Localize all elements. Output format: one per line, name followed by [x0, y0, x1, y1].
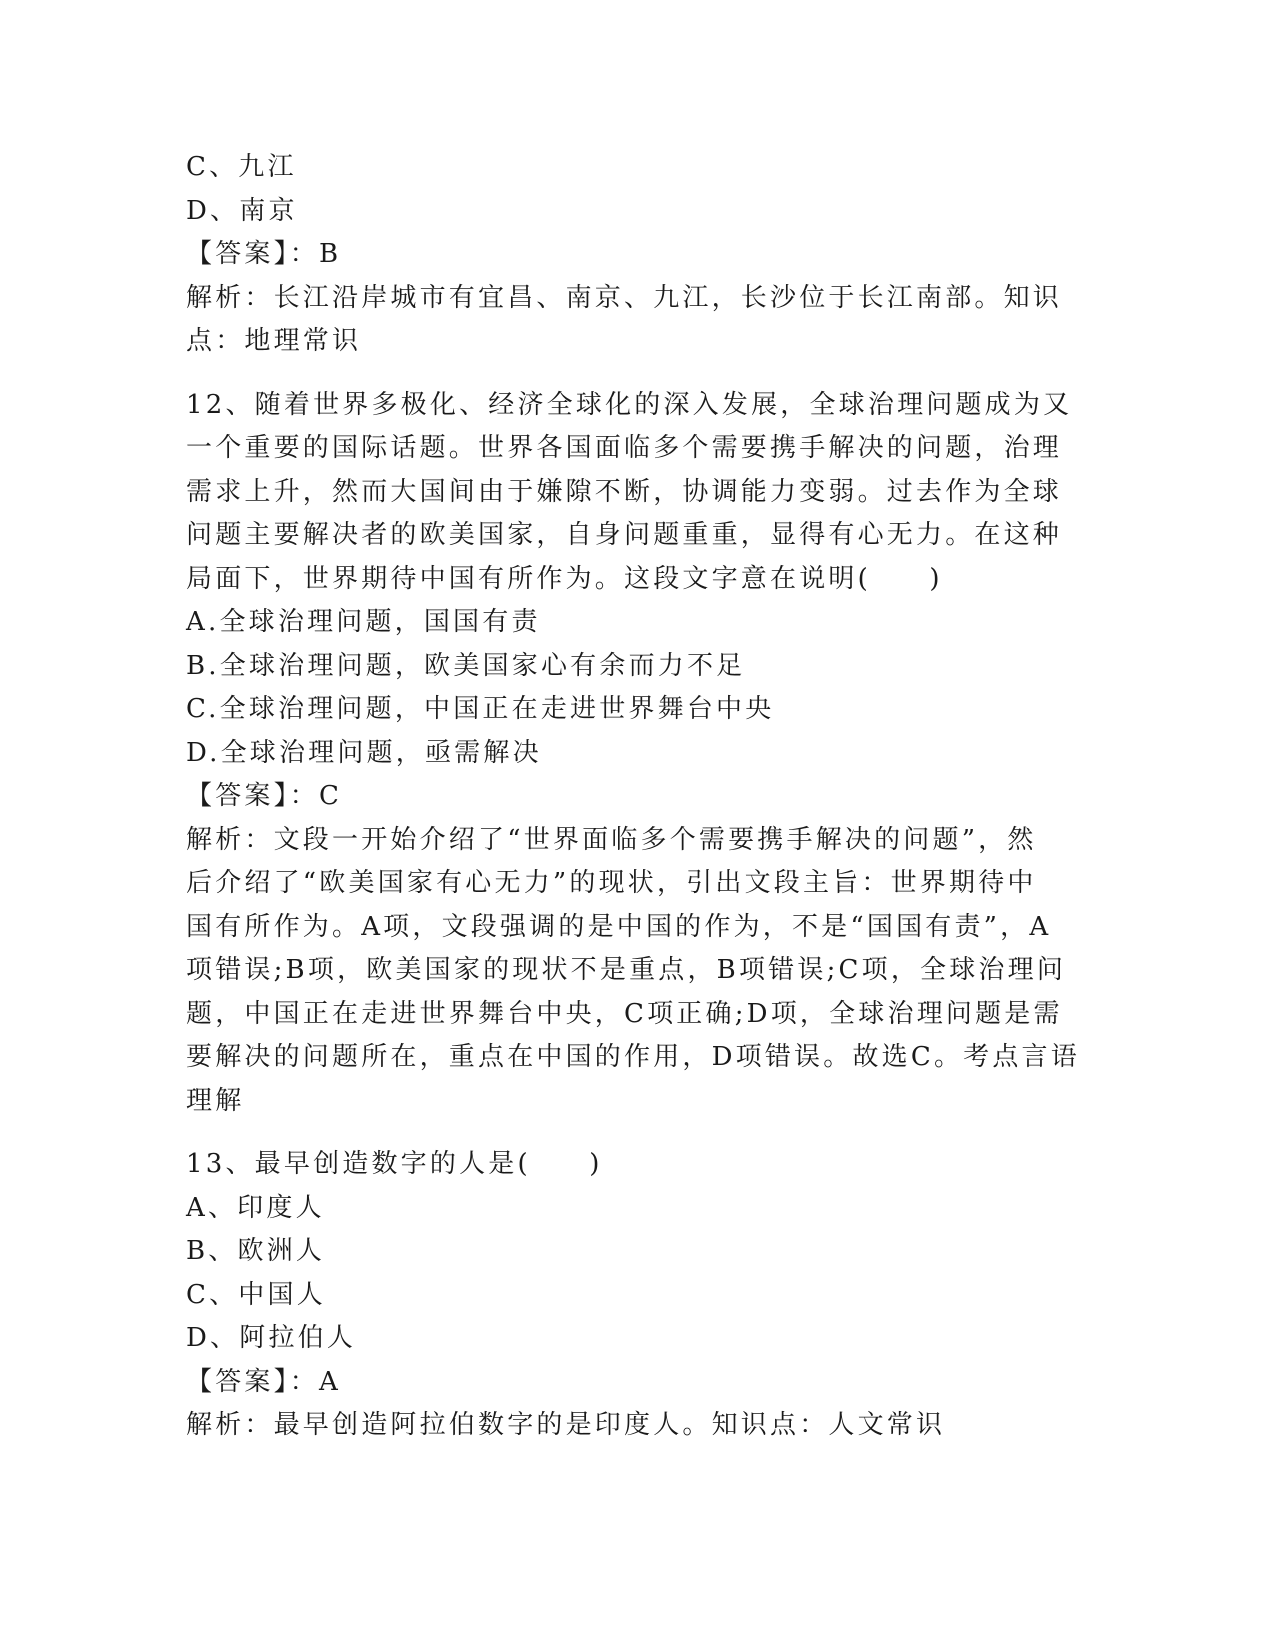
- q11-analysis-line: 解析：长江沿岸城市有宜昌、南京、九江，长沙位于长江南部。知识: [186, 282, 1063, 313]
- q13-option-b: B、欧洲人: [186, 1236, 326, 1266]
- question-12: [186, 384, 1080, 1124]
- question-13: [186, 1143, 1076, 1448]
- q12-analysis-line: 后介绍了“欧美国家有心无力”的现状，引出文段主旨：世界期待中: [186, 868, 1037, 898]
- q13-option-d: D、阿拉伯人: [186, 1323, 357, 1353]
- q12-analysis-line: 理解: [186, 1085, 245, 1116]
- q12-stem-line: 问题主要解决者的欧美国家，自身问题重重，显得有心无力。在这种: [186, 520, 1063, 550]
- q12-stem-line: 12、随着世界多极化、经济全球化的深入发展，全球治理问题成为又: [186, 389, 1073, 420]
- q11-option-d: D、南京: [186, 195, 298, 226]
- q11-analysis-line: 点：地理常识: [186, 326, 362, 356]
- q12-option-b: B.全球治理问题，欧美国家心有余而力不足: [186, 650, 746, 681]
- q13-option-c: C、中国人: [186, 1279, 326, 1310]
- q12-analysis-line: 国有所作为。A项，文段强调的是中国的作为，不是“国国有责”，A: [186, 911, 1052, 942]
- q11-answer: 【答案】：B: [186, 239, 342, 269]
- document-page: [186, 146, 1080, 1448]
- q12-stem-line: 局面下，世界期待中国有所作为。这段文字意在说明( ): [186, 563, 943, 594]
- q12-answer: 【答案】：C: [186, 781, 343, 811]
- q12-analysis-line: 解析：文段一开始介绍了“世界面临多个需要携手解决的问题”，然: [186, 824, 1037, 855]
- q11-option-c: C、九江: [186, 152, 297, 182]
- q12-option-c: C.全球治理问题，中国正在走进世界舞台中央: [186, 694, 775, 724]
- q13-stem: 13、最早创造数字的人是( ): [186, 1149, 603, 1179]
- q12-stem-line: 一个重要的国际话题。世界各国面临多个需要携手解决的问题，治理: [186, 433, 1063, 463]
- q12-analysis-line: 要解决的问题所在，重点在中国的作用，D项错误。故选C。考点言语: [186, 1042, 1080, 1072]
- q13-answer: 【答案】：A: [186, 1366, 341, 1397]
- question-11-tail: [186, 146, 1076, 364]
- q12-option-a: A.全球治理问题，国国有责: [186, 607, 541, 637]
- q12-analysis-line: 项错误;B项，欧美国家的现状不是重点，B项错误;C项，全球治理问: [186, 955, 1067, 985]
- q13-analysis: 解析：最早创造阿拉伯数字的是印度人。知识点：人文常识: [186, 1410, 946, 1440]
- q12-analysis-line: 题，中国正在走进世界舞台中央，C项正确;D项，全球治理问题是需: [186, 998, 1063, 1029]
- q12-stem-line: 需求上升，然而大国间由于嫌隙不断，协调能力变弱。过去作为全球: [186, 476, 1063, 507]
- q12-option-d: D.全球治理问题，亟需解决: [186, 737, 542, 768]
- spacer: [186, 364, 1076, 384]
- spacer: [186, 1123, 1076, 1143]
- q13-option-a: A、印度人: [186, 1192, 325, 1223]
